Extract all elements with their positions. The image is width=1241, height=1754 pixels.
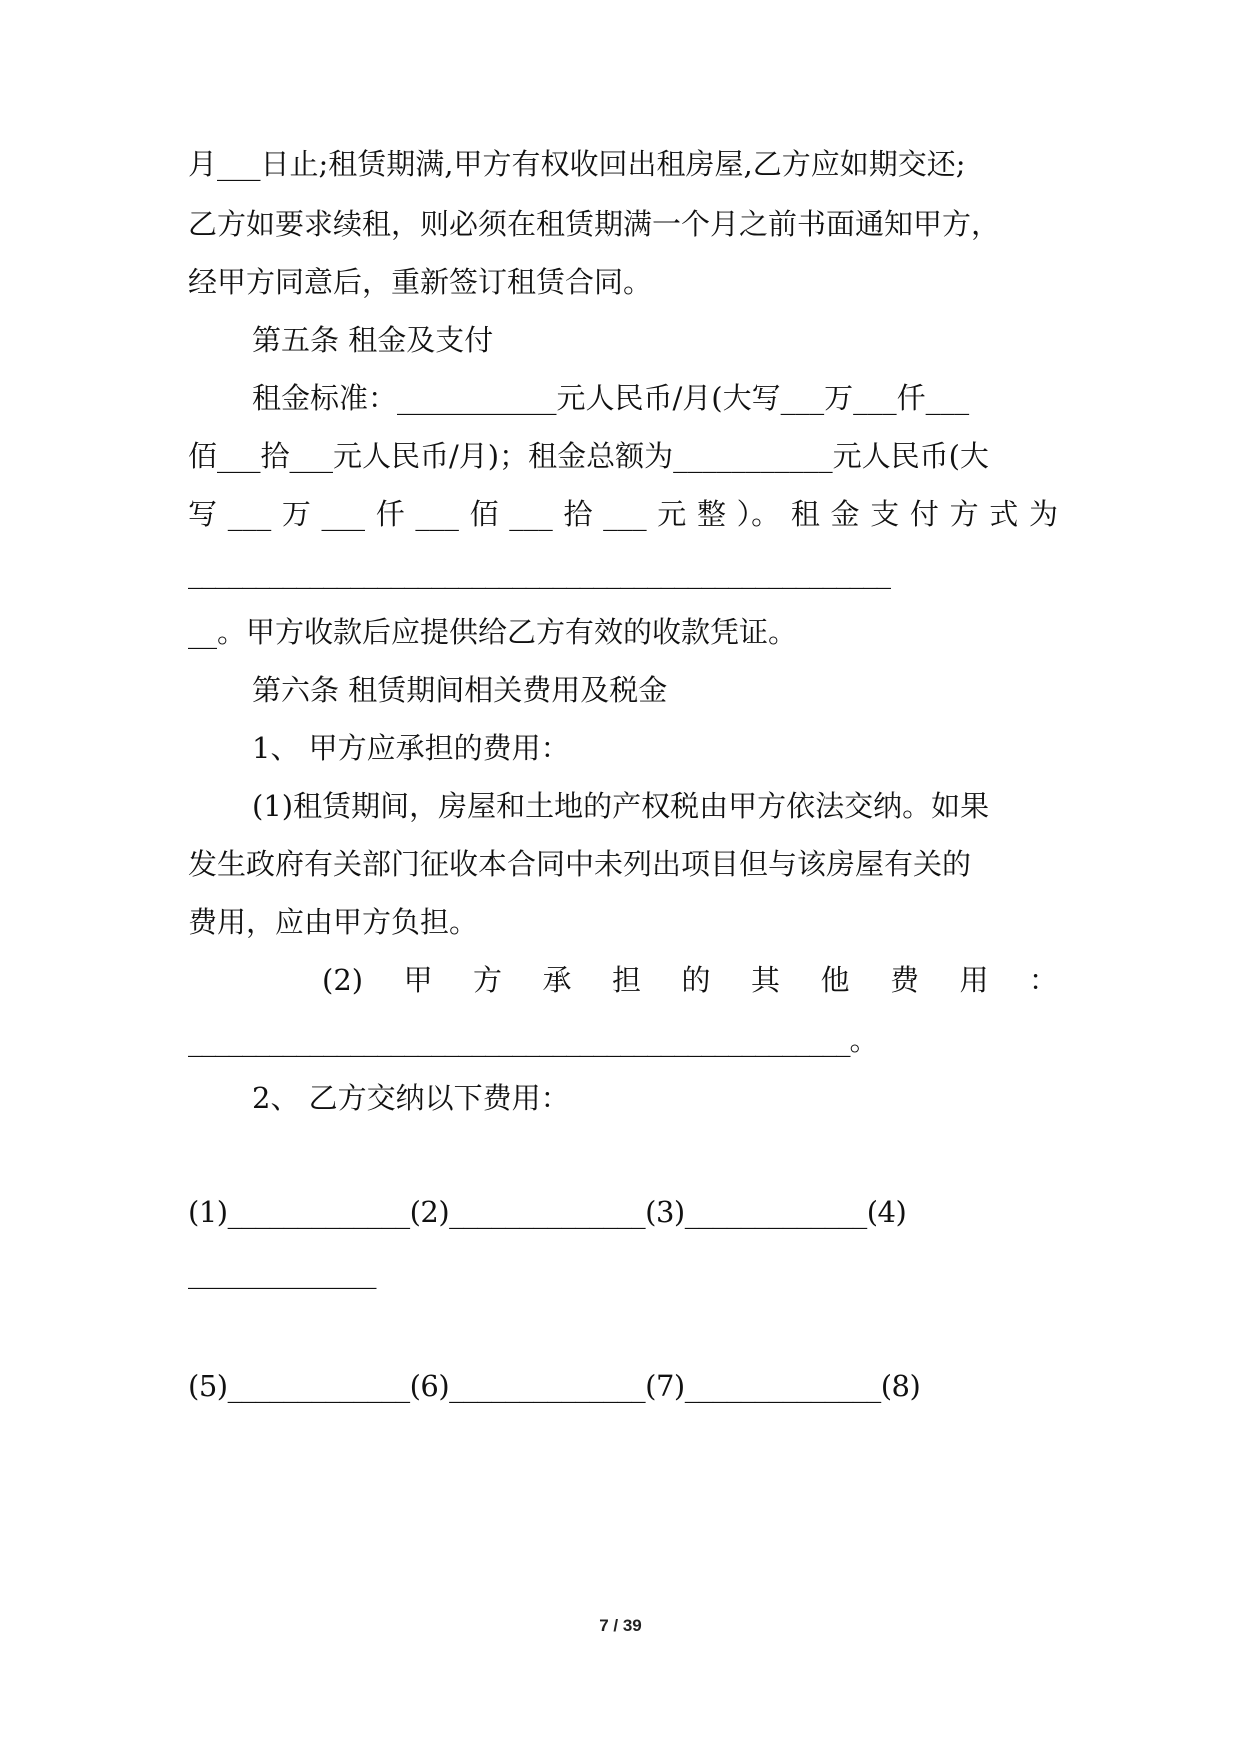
- line-token: ___: [509, 497, 553, 531]
- line-token: 的: [681, 963, 711, 997]
- paragraph-line: 费用，应由甲方负担。: [188, 905, 479, 939]
- paragraph-line-justified: [322, 960, 1058, 1000]
- line-token: 方: [949, 497, 979, 531]
- line-token: 为: [1028, 497, 1058, 531]
- line-token: 仟: [375, 497, 405, 531]
- line-token: 费: [889, 963, 919, 997]
- line-token: ___: [603, 497, 647, 531]
- line-token: 拾: [563, 497, 593, 531]
- line-token: 其: [750, 963, 780, 997]
- paragraph-line: 租金标准：___________元人民币/月(大写___万___仟___: [252, 381, 970, 415]
- line-token: 佰: [469, 497, 499, 531]
- paragraph-line-justified: [188, 494, 1058, 534]
- line-token: ）。: [736, 497, 781, 531]
- paragraph-line: (1)租赁期间，房屋和土地的产权税由甲方依法交纳。如果: [252, 789, 990, 823]
- fee-blanks-line: _____________: [188, 1255, 377, 1289]
- line-token: 支: [870, 497, 900, 531]
- fee-blanks-line: (1)_____________(2)______________(3)_____________(4): [188, 1195, 907, 1229]
- line-token: ___: [415, 497, 459, 531]
- paragraph-line: 佰___拾___元人民币/月)；租金总额为___________元人民币(大: [188, 439, 989, 473]
- line-token: 方: [473, 963, 503, 997]
- paragraph-line: 经甲方同意后，重新签订租赁合同。: [188, 265, 653, 299]
- line-token: (2): [322, 963, 364, 997]
- paragraph-line: 月___日止;租赁期满,甲方有权收回出租房屋,乙方应如期交还;: [188, 147, 966, 181]
- section-heading-article-5: 第五条 租金及支付: [252, 323, 494, 357]
- blank-fill-line: _________________________________________________。: [188, 1023, 878, 1057]
- paragraph-line: 发生政府有关部门征收本合同中未列出项目但与该房屋有关的: [188, 847, 972, 881]
- line-token: 元: [657, 497, 687, 531]
- line-token: 式: [989, 497, 1019, 531]
- page-number: 7 / 39: [599, 1616, 642, 1635]
- blank-fill-line: ____________________________________________________: [188, 555, 890, 589]
- line-token: ：: [1028, 963, 1058, 997]
- line-token: 金: [830, 497, 860, 531]
- paragraph-line: 乙方如要求续租，则必须在租赁期满一个月之前书面通知甲方，: [188, 207, 1001, 241]
- line-token: 甲: [403, 963, 433, 997]
- line-token: ___: [321, 497, 366, 531]
- line-token: 整: [696, 497, 726, 531]
- line-token: 租: [790, 497, 820, 531]
- section-heading-article-6: 第六条 租赁期间相关费用及税金: [252, 673, 668, 707]
- line-token: 写: [188, 497, 218, 531]
- line-token: 用: [959, 963, 989, 997]
- line-token: 承: [542, 963, 572, 997]
- line-token: ___: [227, 497, 272, 531]
- line-token: 万: [281, 497, 311, 531]
- list-item-heading: 1、 甲方应承担的费用：: [252, 731, 570, 765]
- line-token: 付: [909, 497, 939, 531]
- paragraph-line: __。甲方收款后应提供给乙方有效的收款凭证。: [188, 615, 798, 649]
- line-token: 担: [612, 963, 642, 997]
- list-item-heading: 2、 乙方交纳以下费用：: [252, 1081, 570, 1115]
- line-token: 他: [820, 963, 850, 997]
- fee-blanks-line: (5)_____________(6)______________(7)______________(8): [188, 1369, 921, 1403]
